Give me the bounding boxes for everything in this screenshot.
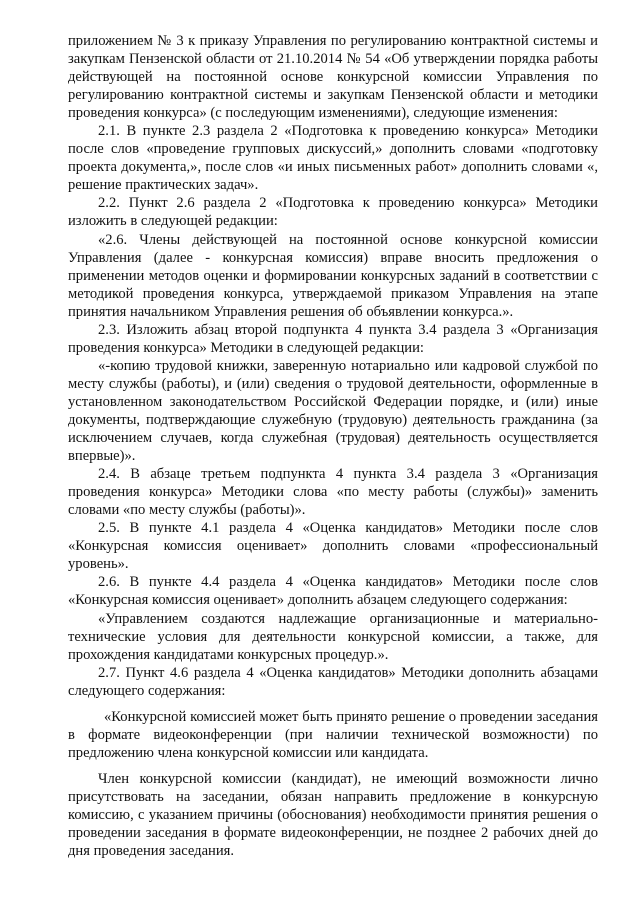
- clause-2-5: 2.5. В пункте 4.1 раздела 4 «Оценка кандидатов» Методики после слов «Конкурсная комиссия оценивает» дополнить словами «профессиональный уровень».: [68, 520, 598, 573]
- clause-2-2-new-text: «2.6. Члены действующей на постоянной основе конкурсной комиссии Управления (далее - конкурсная комиссия) вправе вносить предложения о применении методов оценки и формировании конкурсных заданий в соответствии с методикой проведения конкурса, утверждаемой приказом Управления на этапе принятия начальником Управления решения об объявлении конкурса.».: [68, 231, 598, 320]
- intro-paragraph: приложением № 3 к приказу Управления по регулированию контрактной системы и закупкам Пензенской области от 21.10.2014 № 54 «Об утверждении порядка работы действующей на постоянной основе конкурсной комиссии Управления по регулированию контрактной системы и закупкам Пензенской области и методики проведения конкурса» (с последующим изменениями), следующие изменения:: [68, 33, 598, 122]
- clause-2-7-new-text-2: Член конкурсной комиссии (кандидат), не имеющий возможности лично присутствовать на заседании, обязан направить предложение в конкурсную комиссию, с указанием причины (обоснования) необходимости принятия решения о проведении заседания в формате видеоконференции, не позднее 2 рабочих дней до дня проведения заседания.: [68, 770, 598, 860]
- clause-2-7: 2.7. Пункт 4.6 раздела 4 «Оценка кандидатов» Методики дополнить абзацами следующего содержания:: [68, 664, 598, 699]
- clause-2-7-new-text-1: «Конкурсной комиссией может быть принято решение о проведении заседания в формате видеоконференции (при наличии технической возможности) по предложению члена конкурсной комиссии или кандидата.: [68, 708, 598, 761]
- document-page: [68, 32, 598, 860]
- clause-2-3: 2.3. Изложить абзац второй подпункта 4 пункта 3.4 раздела 3 «Организация проведения конкурса» Методики в следующей редакции:: [68, 321, 598, 356]
- clause-2-4: 2.4. В абзаце третьем подпункта 4 пункта 3.4 раздела 3 «Организация проведения конкурса» Методики слова «по месту работы (службы)» заменить словами «по месту службы (работы)».: [68, 466, 598, 519]
- clause-2-6: 2.6. В пункте 4.4 раздела 4 «Оценка кандидатов» Методики после слов «Конкурсная комиссия оценивает» дополнить абзацем следующего содержания:: [68, 574, 598, 609]
- clause-2-1: 2.1. В пункте 2.3 раздела 2 «Подготовка к проведению конкурса» Методики после слов «проведение групповых дискуссий,» дополнить словами «подготовку проекта документа,», после слов «и иных письменных работ» дополнить словами «, решение практических задач».: [68, 123, 598, 194]
- clause-2-3-new-text: «-копию трудовой книжки, заверенную нотариально или кадровой службой по месту службы (работы), и (или) сведения о трудовой деятельности, оформленные в установленном законодательством Российской Федерации порядке, и (или) иные документы, подтверждающие служебную (трудовую) деятельность гражданина (за исключением случаев, когда служебная (трудовая) деятельность осуществляется впервые)».: [68, 357, 598, 465]
- clause-2-2: 2.2. Пункт 2.6 раздела 2 «Подготовка к проведению конкурса» Методики изложить в следующей редакции:: [68, 195, 598, 230]
- clause-2-6-new-text: «Управлением создаются надлежащие организационные и материально-технические условия для деятельности конкурсной комиссии, а также, для прохождения кандидатами конкурсных процедур.».: [68, 610, 598, 663]
